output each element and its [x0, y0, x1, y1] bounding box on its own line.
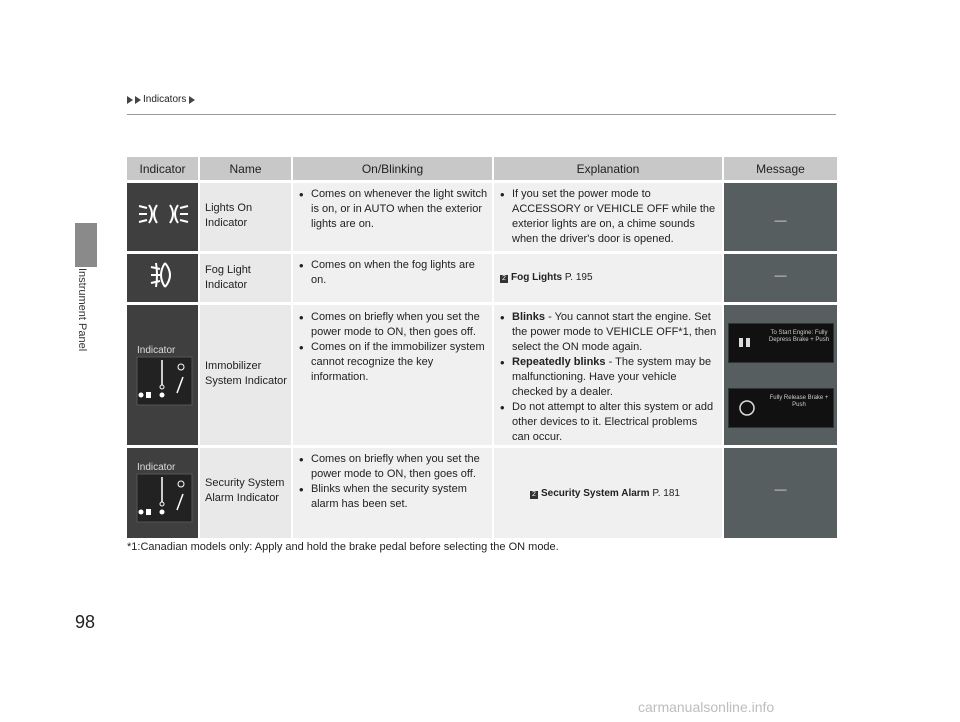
- reference-title: Security System Alarm: [541, 488, 650, 499]
- indicator-cell: [127, 445, 200, 538]
- indicator-sublabel: Indicator: [137, 462, 176, 473]
- page-reference[interactable]: [500, 452, 718, 501]
- list-item: • Comes on if the immobilizer system cannot recognize the key information.: [299, 340, 488, 385]
- repeatedly-blinks-text: - The system may be malfunctioning. Have your vehicle checked by a dealer.: [512, 356, 712, 398]
- indicator-table: [127, 157, 837, 538]
- message-screen: [728, 323, 834, 363]
- indicator-cell: [127, 302, 200, 445]
- breadcrumb-arrow-icon: [135, 96, 141, 104]
- breadcrumb-section[interactable]: Indicators: [143, 94, 187, 105]
- header-on-blinking: On/Blinking: [293, 157, 494, 180]
- table-row: [127, 251, 837, 302]
- watermark: carmanualsonline.info: [638, 699, 775, 715]
- message-dash: —: [774, 268, 787, 282]
- list-item: • If you set the power mode to ACCESSORY or VEHICLE OFF while the exterior lights are on, a chime sounds when the driver's door is opened.: [500, 187, 718, 247]
- indicator-name: Lights On Indicator: [200, 180, 293, 251]
- indicator-name: Immobilizer System Indicator: [200, 302, 293, 445]
- message-dash: —: [774, 213, 787, 227]
- header-name: Name: [200, 157, 293, 180]
- list-item: • Comes on briefly when you set the power mode to ON, then goes off.: [299, 452, 488, 482]
- reference-title: Fog Lights: [511, 272, 563, 283]
- message-screen-text: To Start Engine: Fully Depress Brake + Push: [768, 330, 830, 343]
- breadcrumb-arrow-icon: [189, 96, 195, 104]
- header-rule: [127, 114, 836, 115]
- table-row: [127, 180, 837, 251]
- side-section-label: Instrument Panel: [76, 268, 88, 352]
- indicator-name: Security System Alarm Indicator: [200, 445, 293, 538]
- list-item: • Do not attempt to alter this system or add other devices to it. Electrical problems can occur.: [500, 400, 718, 445]
- footnote: *1:Canadian models only: Apply and hold the brake pedal before selecting the ON mode.: [127, 541, 559, 553]
- list-item: • Comes on briefly when you set the power mode to ON, then goes off.: [299, 310, 488, 340]
- page-reference[interactable]: [500, 258, 718, 285]
- list-item: • Blinks when the security system alarm has been set.: [299, 482, 488, 512]
- blinks-text: - You cannot start the engine. Set the power mode to VEHICLE OFF*1, then select the ON mode again.: [512, 311, 717, 353]
- indicator-cell: [127, 180, 200, 251]
- header-indicator: Indicator: [127, 157, 200, 180]
- list-item: • Comes on when the fog lights are on.: [299, 258, 488, 288]
- reference-arrow-icon: 2: [500, 275, 508, 283]
- lights-on-icon: [127, 183, 200, 246]
- message-screen: [728, 388, 834, 428]
- list-item: [500, 355, 718, 400]
- page-number: 98: [75, 612, 96, 632]
- list-item: [500, 310, 718, 355]
- breadcrumb-arrow-icon: [127, 96, 133, 104]
- instrument-cluster-icon: [127, 305, 200, 443]
- indicator-name: Fog Light Indicator: [200, 251, 293, 302]
- breadcrumb: [127, 94, 196, 105]
- reference-arrow-icon: 2: [530, 491, 538, 499]
- indicator-cell: [127, 251, 200, 302]
- header-explanation: Explanation: [494, 157, 724, 180]
- list-item: • Comes on whenever the light switch is on, or in AUTO when the exterior lights are on.: [299, 187, 488, 232]
- table-row: [127, 445, 837, 538]
- message-screen-text: Fully Release Brake + Push: [769, 395, 829, 408]
- indicator-sublabel: Indicator: [137, 345, 176, 356]
- key-indicator-icon: [731, 324, 761, 362]
- table-row: [127, 302, 837, 445]
- instrument-cluster-icon: [127, 448, 200, 538]
- push-button-icon: [731, 389, 761, 427]
- section-tab-marker: [75, 223, 97, 267]
- message-dash: —: [774, 482, 787, 496]
- header-message: Message: [724, 157, 837, 180]
- reference-page: P. 195: [564, 272, 593, 283]
- repeatedly-blinks-label: Repeatedly blinks: [512, 356, 606, 368]
- fog-light-icon: [127, 254, 200, 297]
- reference-page: P. 181: [652, 488, 680, 499]
- blinks-label: Blinks: [512, 311, 546, 323]
